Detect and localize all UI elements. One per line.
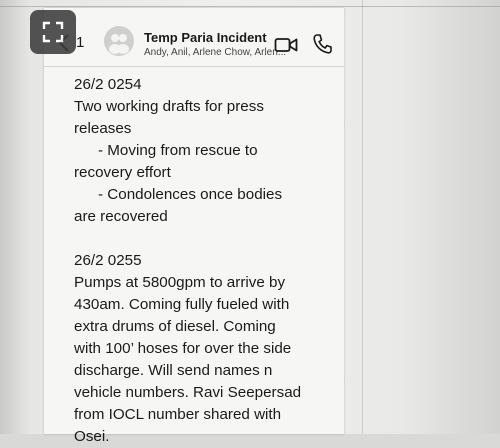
message-line: - Moving from rescue to	[98, 142, 258, 159]
message-timestamp: 26/2 0254	[74, 76, 142, 93]
paper-crease	[362, 0, 363, 434]
expand-icon	[43, 22, 63, 42]
message-line: with 100’ hoses for over the side	[74, 340, 292, 357]
message-gap	[74, 228, 336, 250]
video-camera-icon[interactable]	[274, 36, 298, 54]
message-line: discharge. Will send names n	[74, 362, 273, 379]
message-line: extra drums of diesel. Coming	[74, 318, 276, 335]
message	[74, 74, 336, 228]
message-line: are recovered	[74, 208, 168, 225]
message-line: releases	[74, 120, 132, 137]
expand-button[interactable]	[30, 10, 76, 54]
message-line: vehicle numbers. Ravi Seepersad	[74, 384, 302, 401]
message-line: - Condolences once bodies	[98, 186, 283, 203]
chat-screenshot	[44, 8, 344, 445]
message-thread	[74, 74, 336, 448]
chat-title: Temp Paria Incident	[144, 30, 267, 45]
chat-header	[44, 8, 344, 67]
message-line: Pumps at 5800gpm to arrive by	[74, 274, 286, 291]
group-avatar-icon[interactable]	[104, 26, 134, 56]
message	[74, 250, 336, 448]
message-line: 430am. Coming fully fueled with	[74, 296, 290, 313]
unread-count: 1	[76, 34, 85, 51]
message-timestamp: 26/2 0255	[74, 252, 142, 269]
phone-icon[interactable]	[312, 33, 332, 55]
message-line: Two working drafts for press	[74, 98, 264, 115]
message-line: from IOCL number shared with	[74, 406, 282, 423]
paper-crease	[0, 6, 500, 7]
message-line: Osei.	[74, 428, 110, 445]
chat-participants: Andy, Anil, Arlene Chow, Arlen...	[144, 47, 287, 58]
message-line: recovery effort	[74, 164, 171, 181]
